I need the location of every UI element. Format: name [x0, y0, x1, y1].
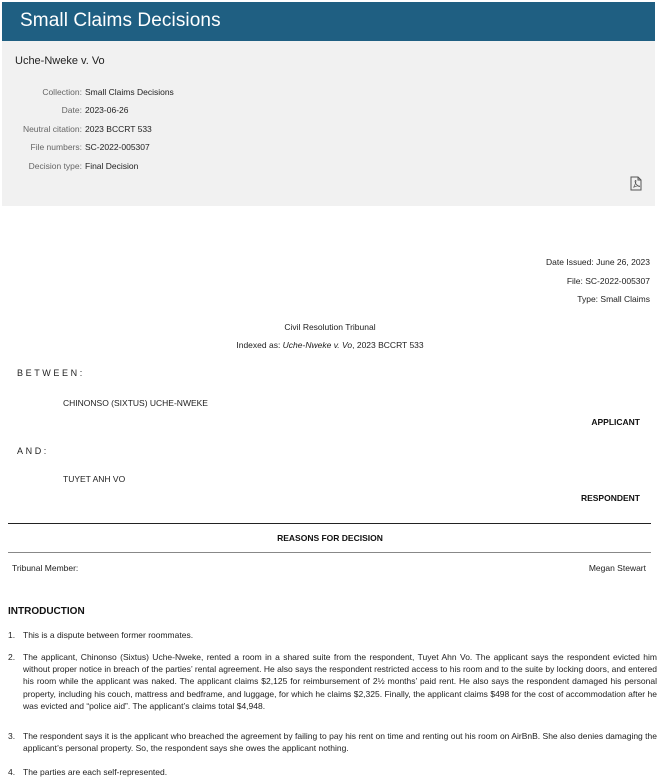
- tribunal-name: Civil Resolution Tribunal: [284, 322, 376, 332]
- paragraph-number: 4.: [8, 767, 16, 777]
- meta-row-collection: [2, 87, 402, 99]
- indexed-suffix: , 2023 BCCRT 533: [352, 340, 424, 350]
- tribunal-member-label: Tribunal Member:: [12, 563, 79, 573]
- reasons-heading: REASONS FOR DECISION: [277, 533, 383, 543]
- meta-value: Small Claims Decisions: [85, 87, 174, 97]
- site-title[interactable]: Small Claims Decisions: [20, 10, 221, 31]
- meta-label: File numbers:: [30, 142, 82, 152]
- paragraph-text: The applicant, Chinonso (Sixtus) Uche-Nweke, rented a room in a shared suite from the respondent, Tuyet Ahn Vo. The applicant says the respondent evicted him without proper notice in breach of the parties’ rental agreement. He also says the respondent restricted access to his room and to the suite by locking doors, and entered his room while the applicant was naked. The applicant claims $2,125 for reimbursement of 2½ months’ paid rent. He also says the respondent damaged his personal property, including his couch, mattress and bedframe, and luggage, for which he claims $2,325. Finally, the applicant claims $498 for the cost of accommodation after he was evicted and “police aid”. The applicant’s claims total $4,948.: [23, 652, 657, 711]
- and-label: AND:: [17, 446, 49, 456]
- decision-type: Type: Small Claims: [577, 294, 650, 304]
- meta-label: Collection:: [42, 87, 82, 97]
- meta-value: 2023 BCCRT 533: [85, 124, 152, 134]
- paragraph-text: The respondent says it is the applicant who breached the agreement by failing to pay his rent on time and renting out his room on AirBnB. She also denies damaging the applicant’s personal property. So, the respondent says she owes the applicant nothing.: [23, 731, 657, 754]
- header-bar: [2, 2, 655, 41]
- paragraph-number: 2.: [8, 652, 16, 662]
- introduction-heading: INTRODUCTION: [8, 606, 85, 617]
- tribunal-member-name: Megan Stewart: [588, 563, 646, 573]
- meta-row-file-numbers: [2, 142, 402, 154]
- meta-value: Final Decision: [85, 161, 139, 171]
- meta-row-citation: [2, 124, 402, 136]
- respondent-name: TUYET ANH VO: [63, 474, 126, 484]
- metadata-panel: [2, 41, 655, 206]
- meta-row-date: [2, 105, 402, 117]
- paragraph-number: 1.: [8, 630, 16, 640]
- indexed-prefix: Indexed as:: [236, 340, 283, 350]
- applicant-role: APPLICANT: [591, 417, 640, 427]
- meta-row-decision-type: [2, 161, 402, 173]
- case-name: Uche-Nweke v. Vo: [15, 55, 105, 67]
- date-issued: Date Issued: June 26, 2023: [546, 257, 650, 267]
- paragraph-text: This is a dispute between former roommates.: [23, 630, 194, 640]
- indexed-as: [0, 340, 660, 350]
- paragraph-number: 3.: [8, 731, 16, 741]
- divider: [8, 523, 651, 524]
- meta-value: SC-2022-005307: [85, 142, 150, 152]
- meta-label: Date:: [61, 105, 82, 115]
- paragraph-text: The parties are each self-represented.: [23, 767, 168, 777]
- pdf-icon[interactable]: [630, 176, 642, 191]
- meta-value: 2023-06-26: [85, 105, 129, 115]
- between-label: BETWEEN:: [17, 368, 85, 378]
- indexed-case: Uche-Nweke v. Vo: [282, 340, 353, 350]
- respondent-role: RESPONDENT: [580, 493, 640, 503]
- applicant-name: CHINONSO (SIXTUS) UCHE-NWEKE: [63, 398, 208, 408]
- meta-label: Neutral citation:: [22, 124, 82, 134]
- meta-label: Decision type:: [28, 161, 82, 171]
- divider: [8, 552, 651, 553]
- file-number: File: SC-2022-005307: [566, 276, 650, 286]
